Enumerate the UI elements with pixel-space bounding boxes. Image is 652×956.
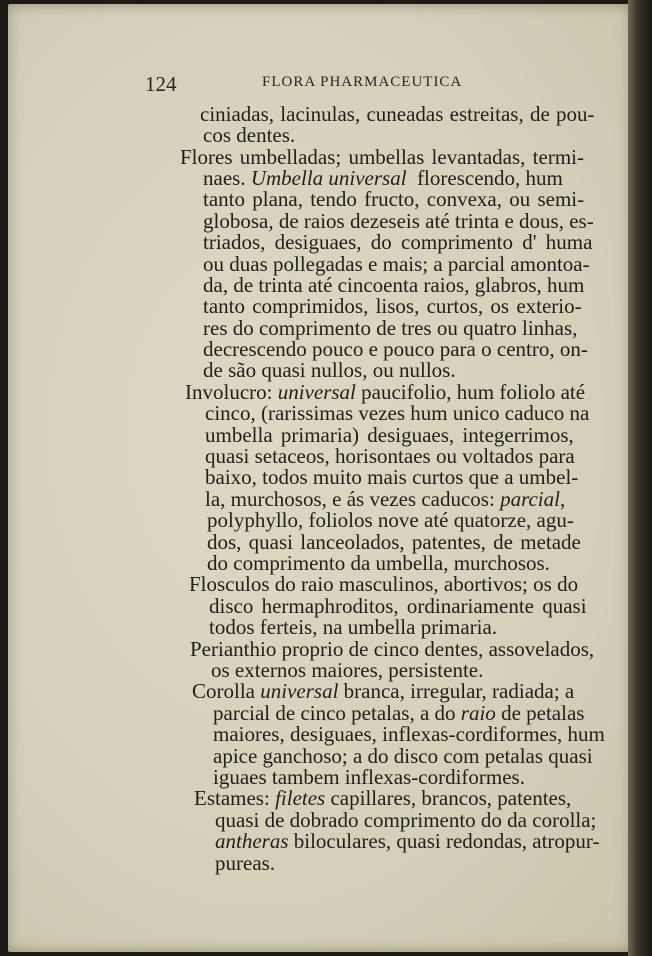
text-line: cos dentes. xyxy=(203,123,296,147)
text-line: cinco, (rarissimas vezes hum unico caduco na xyxy=(205,401,590,425)
text-line: quasi setaceos, horisontaes ou voltados para xyxy=(205,444,575,468)
text-line: ou duas pollegadas e mais; a parcial amontoa- xyxy=(203,252,590,276)
italic-term: antheras xyxy=(215,829,289,853)
text-line: iguaes tambem inflexas-cordiformes. xyxy=(213,765,525,789)
page-number: 124 xyxy=(145,72,177,96)
text-run: capillares, brancos, patentes, xyxy=(330,786,572,810)
text-line: da, de trinta até cincoenta raios, glabros, hum xyxy=(203,273,585,297)
text-line: maiores, desiguaes, inflexas-cordiformes, hum xyxy=(213,722,605,746)
text-line: ciniadas, lacinulas, cuneadas estreitas, de pou- xyxy=(200,102,595,126)
text-run: florescendo, hum xyxy=(417,166,563,190)
text-line: pureas. xyxy=(215,851,276,875)
text-line xyxy=(215,830,599,852)
text-line: apice ganchoso; a do disco com petalas quasi xyxy=(213,744,593,768)
italic-term: raio xyxy=(460,701,496,725)
text-run: Estames: xyxy=(194,786,270,810)
text-line xyxy=(194,787,571,809)
italic-term: universal xyxy=(277,380,356,404)
italic-term: parcial xyxy=(500,487,560,511)
text-line: dos, quasi lanceolados, patentes, de metade xyxy=(207,530,581,554)
text-line: quasi de dobrado comprimento do da corolla; xyxy=(215,808,597,832)
text-run: Involucro: xyxy=(185,380,273,404)
italic-term: Umbella universal xyxy=(250,166,407,190)
text-run: de petalas xyxy=(501,701,585,725)
text-line: res do comprimento de tres ou quatro linhas, xyxy=(203,316,578,340)
text-line: globosa, de raios dezeseis até trinta e dous, es- xyxy=(203,209,594,233)
text-line: Flosculos do raio masculinos, abortivos; os do xyxy=(189,572,579,596)
text-line xyxy=(185,381,585,403)
text-line: polyphyllo, foliolos nove até quatorze, agu- xyxy=(207,508,574,532)
text-run: paucifolio, hum foliolo até xyxy=(361,380,586,404)
text-line: decrescendo pouco e pouco para o centro, on- xyxy=(203,337,588,361)
text-line: todos ferteis, na umbella primaria. xyxy=(209,615,498,639)
text-line: baixo, todos muito mais curtos que a umbel- xyxy=(205,465,579,489)
text-run: parcial de cinco petalas, a do xyxy=(213,701,456,725)
italic-term: filetes xyxy=(275,786,326,810)
text-line: umbella primaria) desiguaes, integerrimos, xyxy=(205,423,574,447)
text-line xyxy=(205,488,565,510)
text-line xyxy=(192,680,574,702)
text-line: do comprimento da umbella, murchosos. xyxy=(207,551,550,575)
text-run: biloculares, quasi redondas, atropur- xyxy=(293,829,600,853)
text-run: Corolla xyxy=(192,679,255,703)
text-line: Flores umbelladas; umbellas levantadas, termi- xyxy=(180,145,584,169)
text-run: la, murchosos, e ás vezes caducos: xyxy=(205,487,495,511)
text-line: triados, desiguaes, do comprimento d' huma xyxy=(203,230,593,254)
running-title: FLORA PHARMACEUTICA xyxy=(262,74,463,90)
text-line: disco hermaphroditos, ordinariamente quasi xyxy=(209,594,587,618)
text-run: branca, irregular, radiada; a xyxy=(343,679,575,703)
text-line: de são quasi nullos, ou nullos. xyxy=(203,358,456,382)
italic-term: universal xyxy=(260,679,339,703)
text-line: tanto plana, tendo fructo, convexa, ou semi- xyxy=(203,187,585,211)
text-line xyxy=(203,167,563,189)
text-line: tanto comprimidos, lisos, curtos, os exterio- xyxy=(203,294,582,318)
text-line xyxy=(213,702,584,724)
text-run: naes. xyxy=(203,166,246,190)
text-line: os externos maiores, persistente. xyxy=(211,658,484,682)
text-run: , xyxy=(559,487,566,511)
text-line: Perianthio proprio de cinco dentes, assovelados, xyxy=(190,637,595,661)
